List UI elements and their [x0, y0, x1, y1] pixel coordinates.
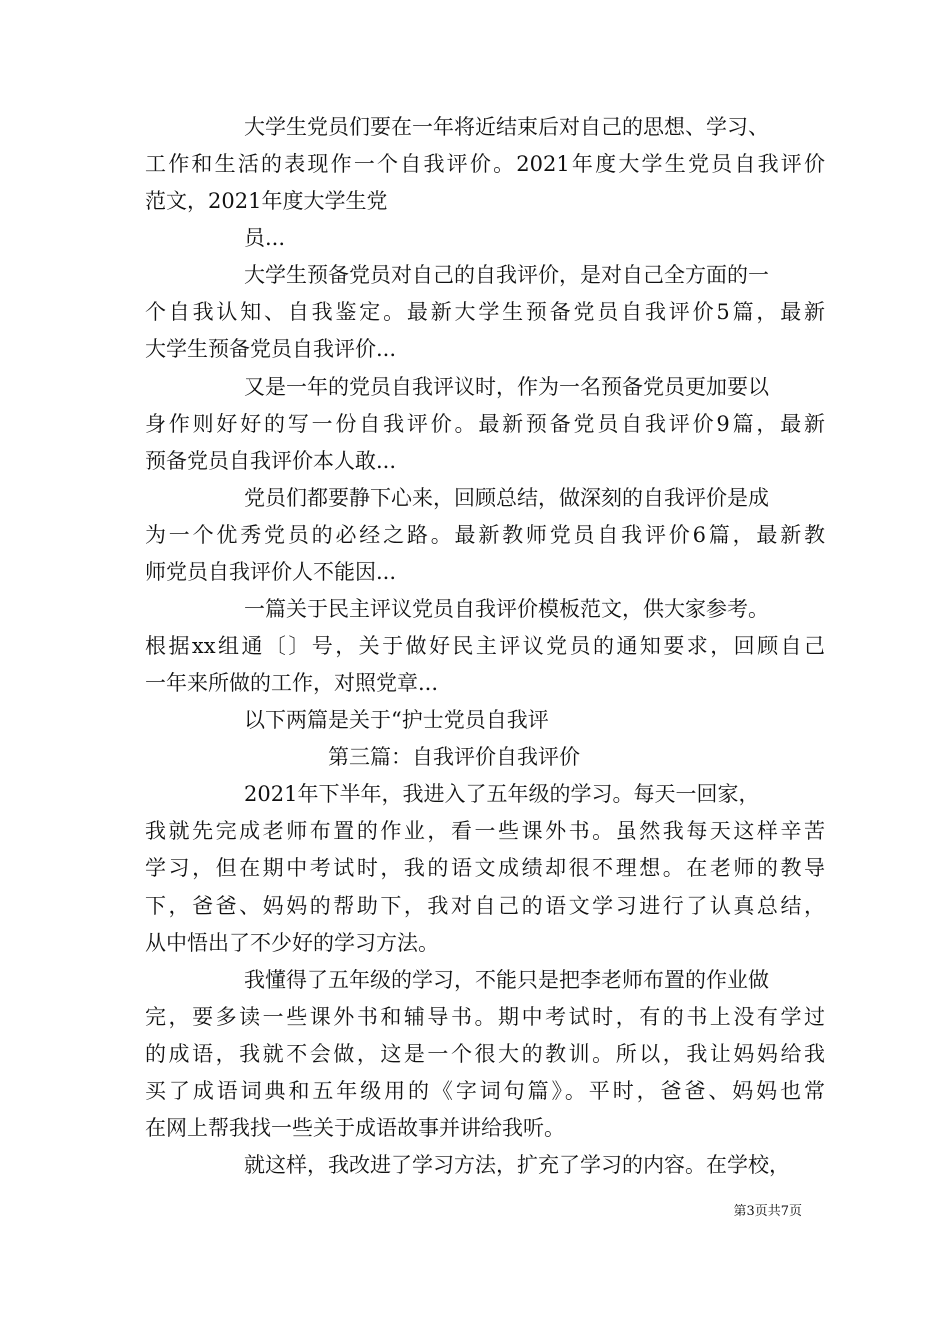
- paragraph-line: 买了成语词典和五年级用的《字词句篇》。平时，爸爸、妈妈也常: [145, 1078, 825, 1103]
- paragraph-line: 的成语，我就不会做，这是一个很大的教训。所以，我让妈妈给我: [145, 1041, 825, 1066]
- paragraph-line: 个自我认知、自我鉴定。最新大学生预备党员自我评价5篇，最新: [145, 300, 825, 325]
- paragraph-line: 范文，2021年度大学生党: [145, 189, 388, 214]
- paragraph-line: 我就先完成老师布置的作业，看一些课外书。虽然我每天这样辛苦: [145, 819, 825, 844]
- paragraph-line: 大学生预备党员自我评价...: [145, 337, 397, 362]
- page-number: 第3页共7页: [733, 1204, 802, 1219]
- paragraph-line: 在网上帮我找一些关于成语故事并讲给我听。: [145, 1115, 565, 1140]
- paragraph-line: 一篇关于民主评议党员自我评价模板范文，供大家参考。: [244, 596, 769, 621]
- paragraph-line: 2021年下半年，我进入了五年级的学习。每天一回家，: [244, 782, 760, 807]
- paragraph-line: 就这样，我改进了学习方法，扩充了学习的内容。在学校，: [244, 1153, 790, 1177]
- paragraph-line: 我懂得了五年级的学习，不能只是把李老师布置的作业做: [244, 967, 769, 992]
- paragraph-line: 预备党员自我评价本人敢...: [145, 448, 397, 473]
- paragraph-line: 又是一年的党员自我评议时，作为一名预备党员更加要以: [244, 374, 769, 399]
- paragraph-line: 身作则好好的写一份自我评价。最新预备党员自我评价9篇，最新: [145, 411, 825, 436]
- paragraph-line: 一年来所做的工作，对照党章...: [145, 671, 439, 696]
- paragraph-line: 大学生党员们要在一年将近结束后对自己的思想、学习、: [244, 115, 769, 139]
- section-heading: 第三篇：自我评价自我评价: [328, 745, 580, 770]
- paragraph-line: 从中悟出了不少好的学习方法。: [145, 930, 439, 955]
- paragraph-line: 员...: [244, 226, 286, 251]
- paragraph-line: 完，要多读一些课外书和辅导书。期中考试时，有的书上没有学过: [145, 1004, 825, 1029]
- paragraph-line: 党员们都要静下心来，回顾总结，做深刻的自我评价是成: [244, 485, 769, 510]
- paragraph-line: 学习，但在期中考试时，我的语文成绩却很不理想。在老师的教导: [145, 856, 825, 881]
- paragraph-line: 大学生预备党员对自己的自我评价，是对自己全方面的一: [244, 263, 769, 288]
- paragraph-line: 以下两篇是关于“护士党员自我评: [244, 708, 549, 733]
- paragraph-line: 工作和生活的表现作一个自我评价。2021年度大学生党员自我评价: [145, 152, 825, 177]
- paragraph-line: 师党员自我评价人不能因...: [145, 559, 397, 584]
- paragraph-line: 为一个优秀党员的必经之路。最新教师党员自我评价6篇，最新教: [145, 522, 825, 547]
- paragraph-line: 根据xx组通〔〕号，关于做好民主评议党员的通知要求，回顾自己: [145, 634, 825, 658]
- paragraph-line: 下，爸爸、妈妈的帮助下，我对自己的语文学习进行了认真总结，: [145, 893, 825, 918]
